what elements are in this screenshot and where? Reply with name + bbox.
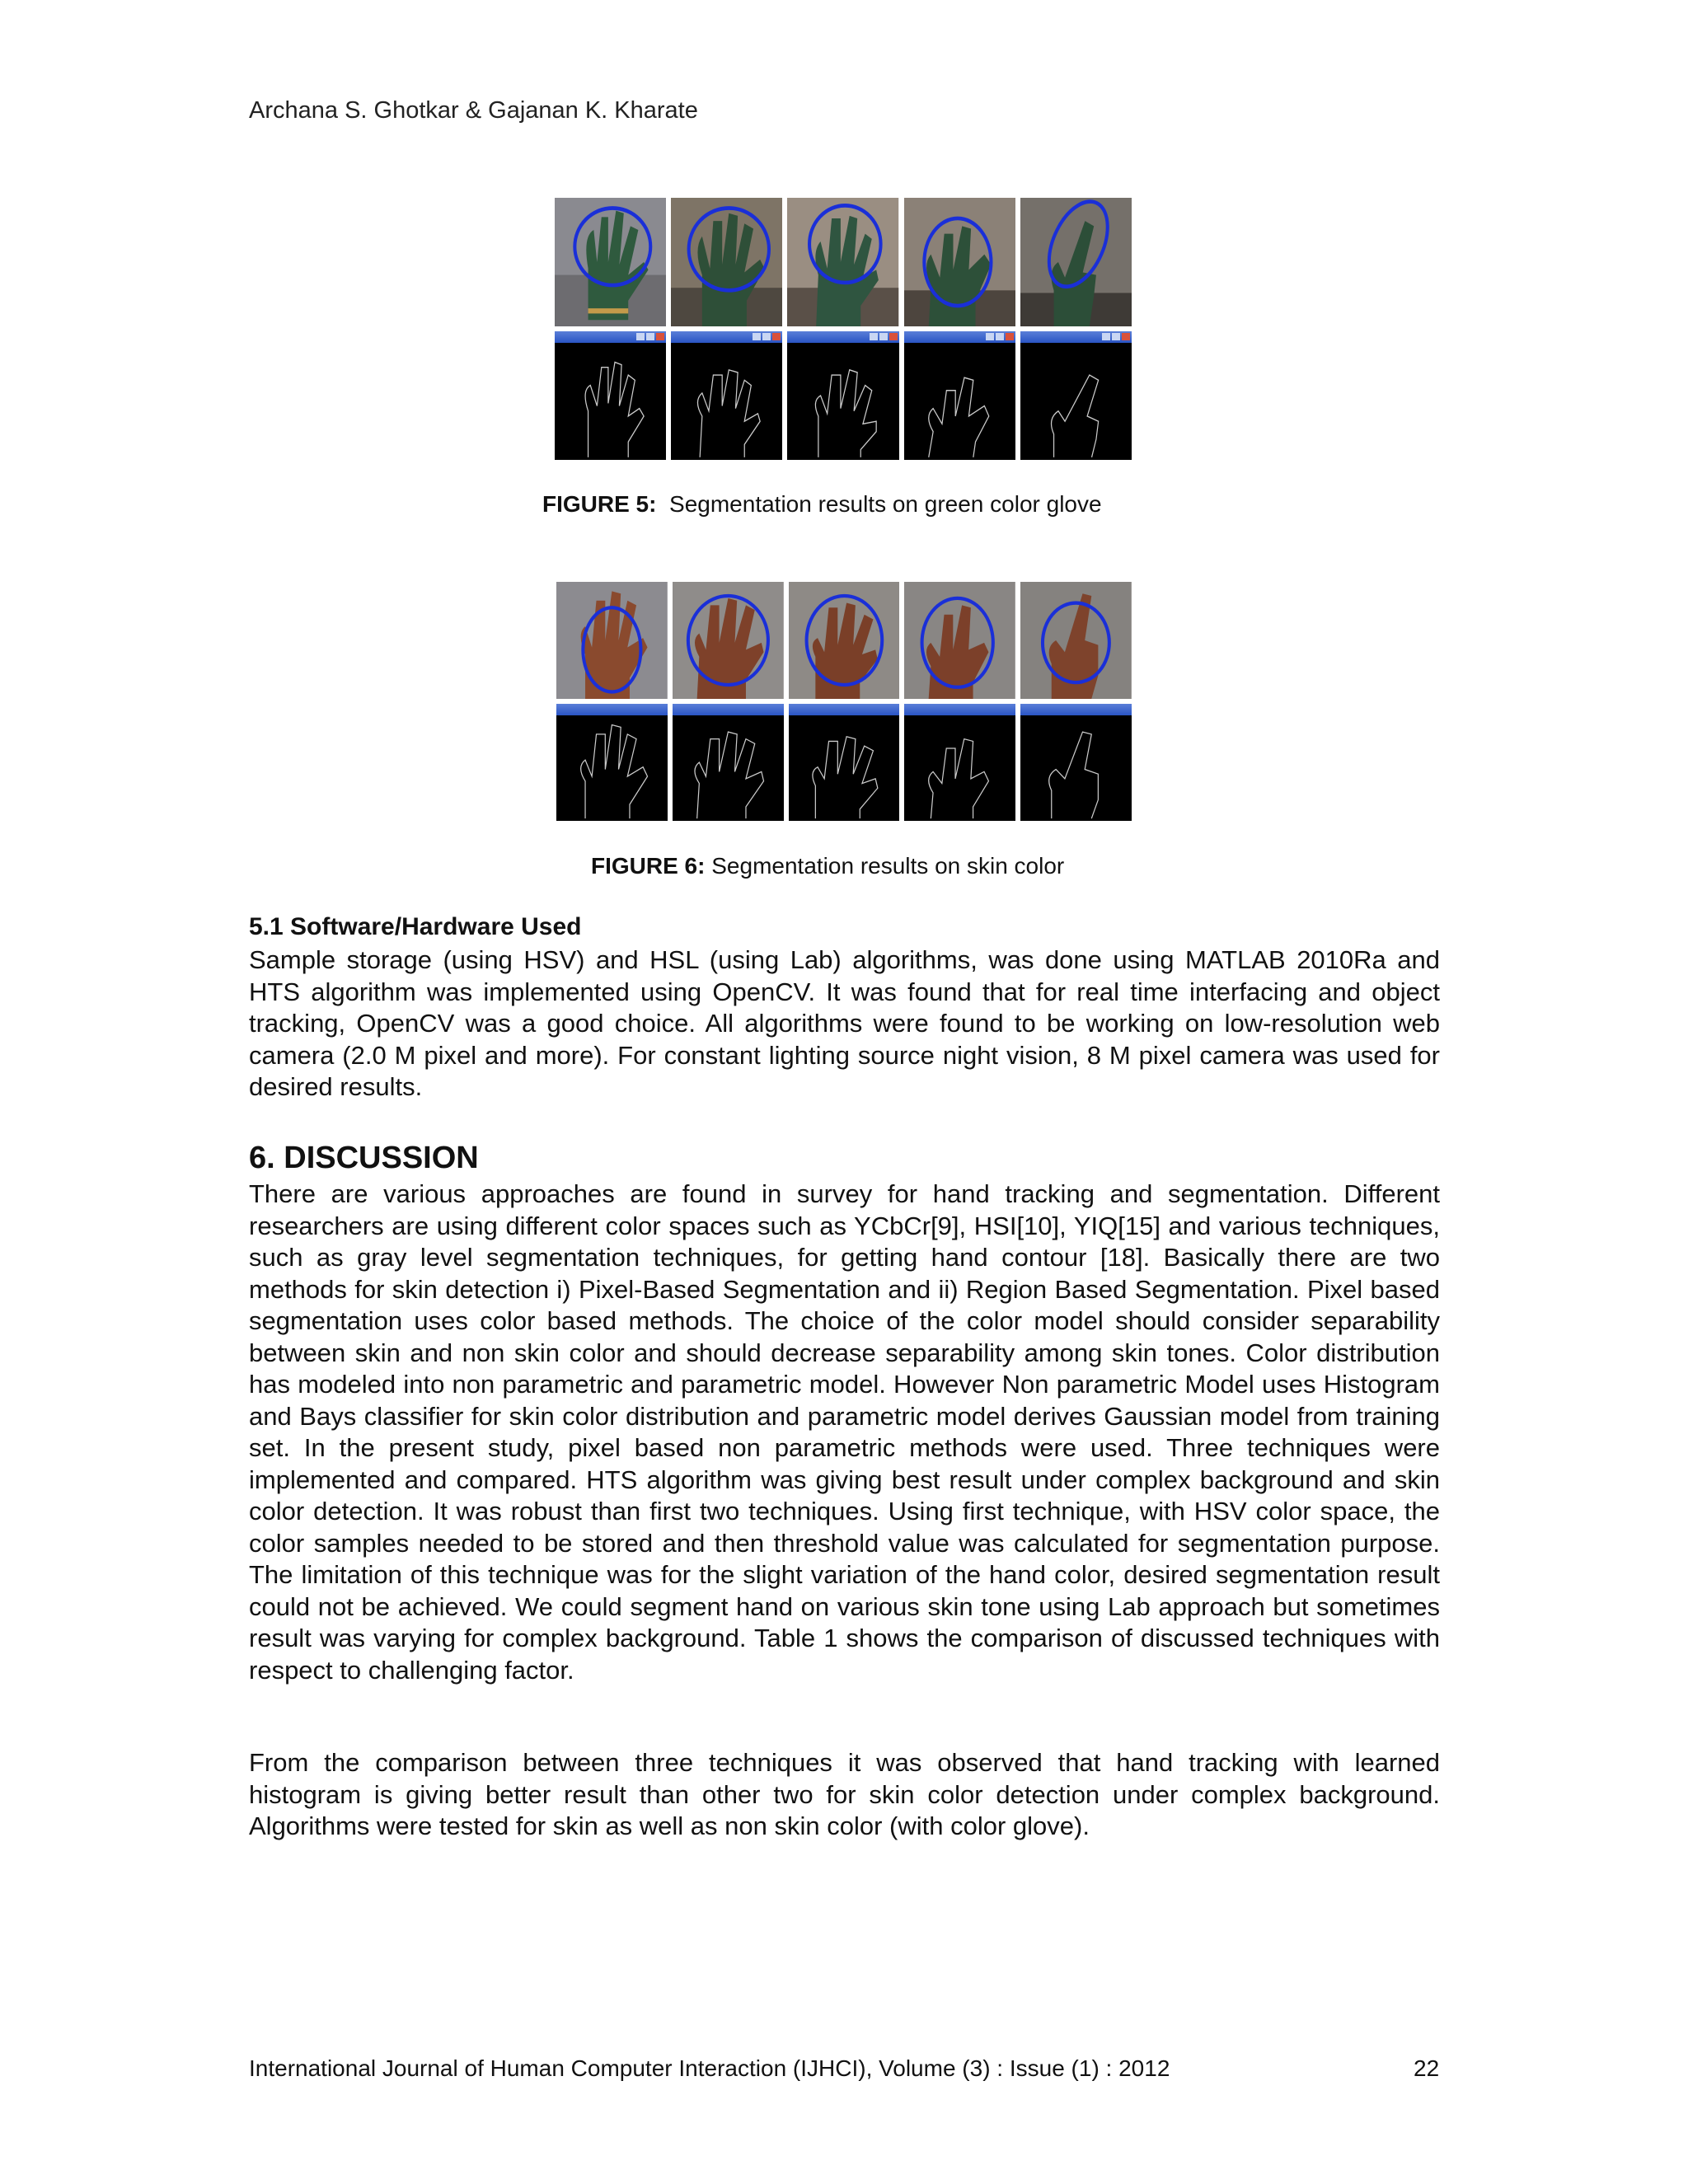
hand-photo bbox=[904, 582, 1015, 699]
window-titlebar bbox=[787, 331, 898, 343]
window-titlebar bbox=[904, 331, 1015, 343]
figure-5-caption-text: Segmentation results on green color glove bbox=[669, 491, 1102, 517]
hand-photo bbox=[556, 582, 668, 699]
edge-window bbox=[787, 331, 898, 460]
edge-window bbox=[673, 704, 784, 821]
window-titlebar bbox=[789, 704, 900, 715]
section-6-paragraph-1: There are various approaches are found in survey for hand tracking and segmentation. Different researchers are using different color spaces such as YCbCr[9], HSI[10], YIQ[15] and various techniques, such as gray level segmentation techniques, for getting hand contour [18]. Basically there are two methods for skin detection i) Pixel-Based Segmentation and ii) Region Based Segmentation. Pixel based segmentation uses color based methods. The choice of the color model should consider separability between skin and non skin color and should decrease separability among skin tones. Color distribution has modeled into non parametric and parametric model. However Non parametric Model uses Histogram and Bays classifier for skin color distribution and parametric model derives Gaussian model from training set. In the present study, pixel based non parametric methods were used. Three techniques were implemented and compared. HTS algorithm was giving best result under complex background and skin color detection. It was robust than first two techniques. Using first technique, with HSV color space, the color samples needed to be stored and then threshold value was calculated for segmentation purpose. The limitation of this technique was for the slight variation of the hand color, desired segmentation result could not be achieved. We could segment hand on various skin tone using Lab approach but sometimes result was varying for complex background. Table 1 shows the comparison of discussed techniques with respect to challenging factor. bbox=[249, 1179, 1440, 1685]
section-5-1-body: Sample storage (using HSV) and HSL (using Lab) algorithms, was done using MATLAB 2010Ra and HTS algorithm was implemented using OpenCV. It was found that for real time interfacing and object tracking, OpenCV was a good choice. All algorithms were found to be working on low-resolution web camera (2.0 M pixel and more). For constant lighting source night vision, 8 M pixel camera was used for desired results. bbox=[249, 945, 1440, 1101]
edge-window bbox=[904, 331, 1015, 460]
figure-6-image-grid bbox=[556, 582, 1132, 821]
section-6-paragraph-2: From the comparison between three techniques it was observed that hand tracking with learned histogram is giving better result than other two for skin color detection under complex background. Algorithms were tested for skin as well as non skin color (with color glove). bbox=[249, 1748, 1440, 1840]
figure-6-label: FIGURE 6: bbox=[591, 853, 706, 879]
figure-5-label: FIGURE 5: bbox=[542, 491, 657, 517]
running-header: Archana S. Ghotkar & Gajanan K. Kharate bbox=[249, 97, 698, 124]
glove-photo bbox=[555, 198, 666, 326]
glove-photo bbox=[1020, 198, 1132, 326]
hand-photo bbox=[789, 582, 900, 699]
edge-window bbox=[1020, 704, 1132, 821]
glove-photo bbox=[787, 198, 898, 326]
window-titlebar bbox=[1020, 331, 1132, 343]
page-number: 22 bbox=[1414, 2055, 1440, 2081]
figure-5-caption bbox=[542, 491, 1102, 518]
hand-photo bbox=[673, 582, 784, 699]
glove-photo bbox=[671, 198, 782, 326]
edge-window bbox=[789, 704, 900, 821]
section-6-title: 6. DISCUSSION bbox=[249, 1141, 479, 1175]
window-titlebar bbox=[555, 331, 666, 343]
window-titlebar bbox=[556, 704, 668, 715]
edge-window bbox=[1020, 331, 1132, 460]
journal-footer: International Journal of Human Computer Interaction (IJHCI), Volume (3) : Issue (1) : 2012 bbox=[249, 2055, 1170, 2081]
window-titlebar bbox=[673, 704, 784, 715]
figure-6-caption bbox=[591, 853, 1064, 879]
window-titlebar bbox=[671, 331, 782, 343]
edge-window bbox=[671, 331, 782, 460]
figure-5-image-grid bbox=[555, 198, 1132, 460]
edge-window bbox=[904, 704, 1015, 821]
section-5-1-title: 5.1 Software/Hardware Used bbox=[249, 913, 582, 940]
glove-photo bbox=[904, 198, 1015, 326]
edge-window bbox=[555, 331, 666, 460]
hand-photo bbox=[1020, 582, 1132, 699]
edge-window bbox=[556, 704, 668, 821]
window-titlebar bbox=[1020, 704, 1132, 715]
window-titlebar bbox=[904, 704, 1015, 715]
figure-6-caption-text: Segmentation results on skin color bbox=[711, 853, 1065, 879]
